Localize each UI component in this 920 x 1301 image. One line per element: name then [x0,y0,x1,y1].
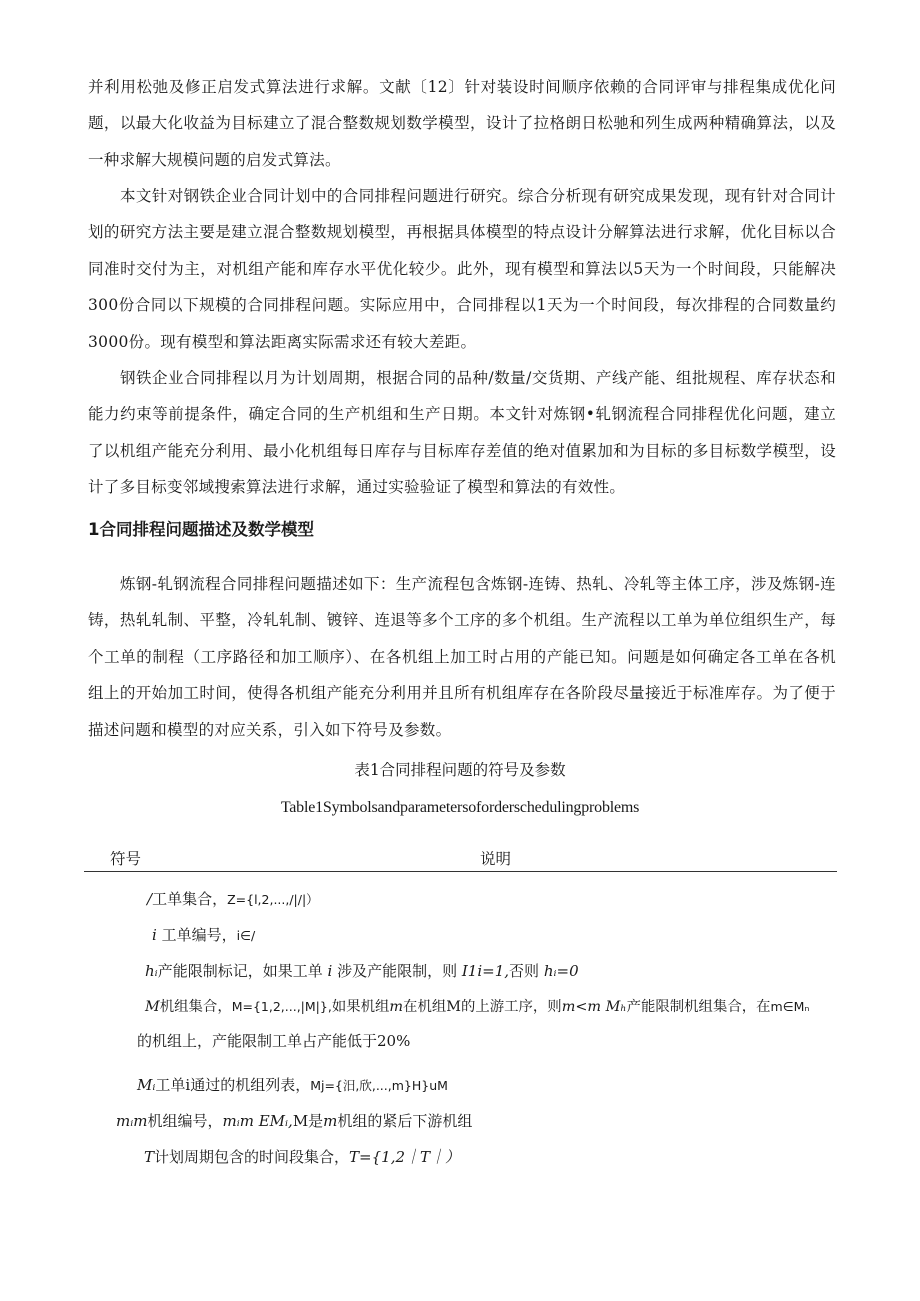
table-row: /工单集合，Z={l,2,...,/|/|） [147,890,319,908]
table-row-continuation: 的机组上，产能限制工单占产能低于20% [137,1032,411,1050]
table-row: M机组集合，M={1,2,...,|M|},如果机组m在机组M的上游工序，则m<m Mₕ产能限制机组集合，在m∈Mₙ [145,999,810,1015]
table-row: hᵢ产能限制标记，如果工单 i 涉及产能限制，则 I1i=1,否则 hᵢ=0 [145,962,579,980]
table-header-symbol: 符号 [110,850,142,868]
table-header-rule [84,871,837,872]
paragraph-3: 钢铁企业合同排程以月为计划周期，根据合同的品种/数量/交货期、产线产能、组批规程、库存状态和能力约束等前提条件，确定合同的生产机组和生产日期。本文针对炼钢•轧钢流程合同排程优化问题，建立了以机组产能充分利用、最小化机组每日库存与目标库存差值的绝对值累加和为目标的多目标数学模型，设计了多目标变邻域搜索算法进行求解，通过实验验证了模型和算法的有效性。 [88,369,836,497]
table-row: mᵢm机组编号，mᵢm EMᵢ,M是m机组的紧后下游机组 [116,1112,473,1130]
paragraph-4: 炼钢-轧钢流程合同排程问题描述如下：生产流程包含炼钢-连铸、热轧、冷轧等主体工序，涉及炼钢-连铸，热轧轧制、平整，冷轧轧制、镀锌、连退等多个工序的多个机组。生产流程以工单为单位组织生产，每个工单的制程（工序路径和加工顺序）、在各机组上加工时占用的产能已知。问题是如何确定各工单在各机组上的开始加工时间，使得各机组产能充分利用并且所有机组库存在各阶段尽量接近于标准库存。为了便于描述问题和模型的对应关系，引入如下符号及参数。 [88,575,836,739]
table-caption-chinese: 表1合同排程问题的符号及参数 [354,761,566,779]
table-caption-english: Table1Symbolsandparametersoforderschedulingproblems [280,799,640,816]
table-row: i 工单编号，i∈/ [152,926,256,944]
table-header-description: 说明 [480,850,512,868]
table-row: T计划周期包含的时间段集合，T={1,2｜T｜） [144,1148,461,1166]
table-row: Mᵢ工单i通过的机组列表，Mj={汨,欣,...,m}H}uM [137,1076,448,1094]
section-heading-1: 1合同排程问题描述及数学模型 [88,520,314,539]
paragraph-1: 并利用松弛及修正启发式算法进行求解。文献〔12〕针对装设时间顺序依赖的合同评审与排程集成优化问题，以最大化收益为目标建立了混合整数规划数学模型，设计了拉格朗日松驰和列生成两种精确算法，以及一种求解大规模问题的启发式算法。 [88,78,836,169]
paragraph-2: 本文针对钢铁企业合同计划中的合同排程问题进行研究。综合分析现有研究成果发现，现有针对合同计划的研究方法主要是建立混合整数规划模型，再根据具体模型的特点设计分解算法进行求解，优化目标以合同准时交付为主，对机组产能和库存水平优化较少。此外，现有模型和算法以5天为一个时间段，只能解决300份合同以下规模的合同排程问题。实际应用中，合同排程以1天为一个时间段，每次排程的合同数量约3000份。现有模型和算法距离实际需求还有较大差距。 [88,187,836,351]
